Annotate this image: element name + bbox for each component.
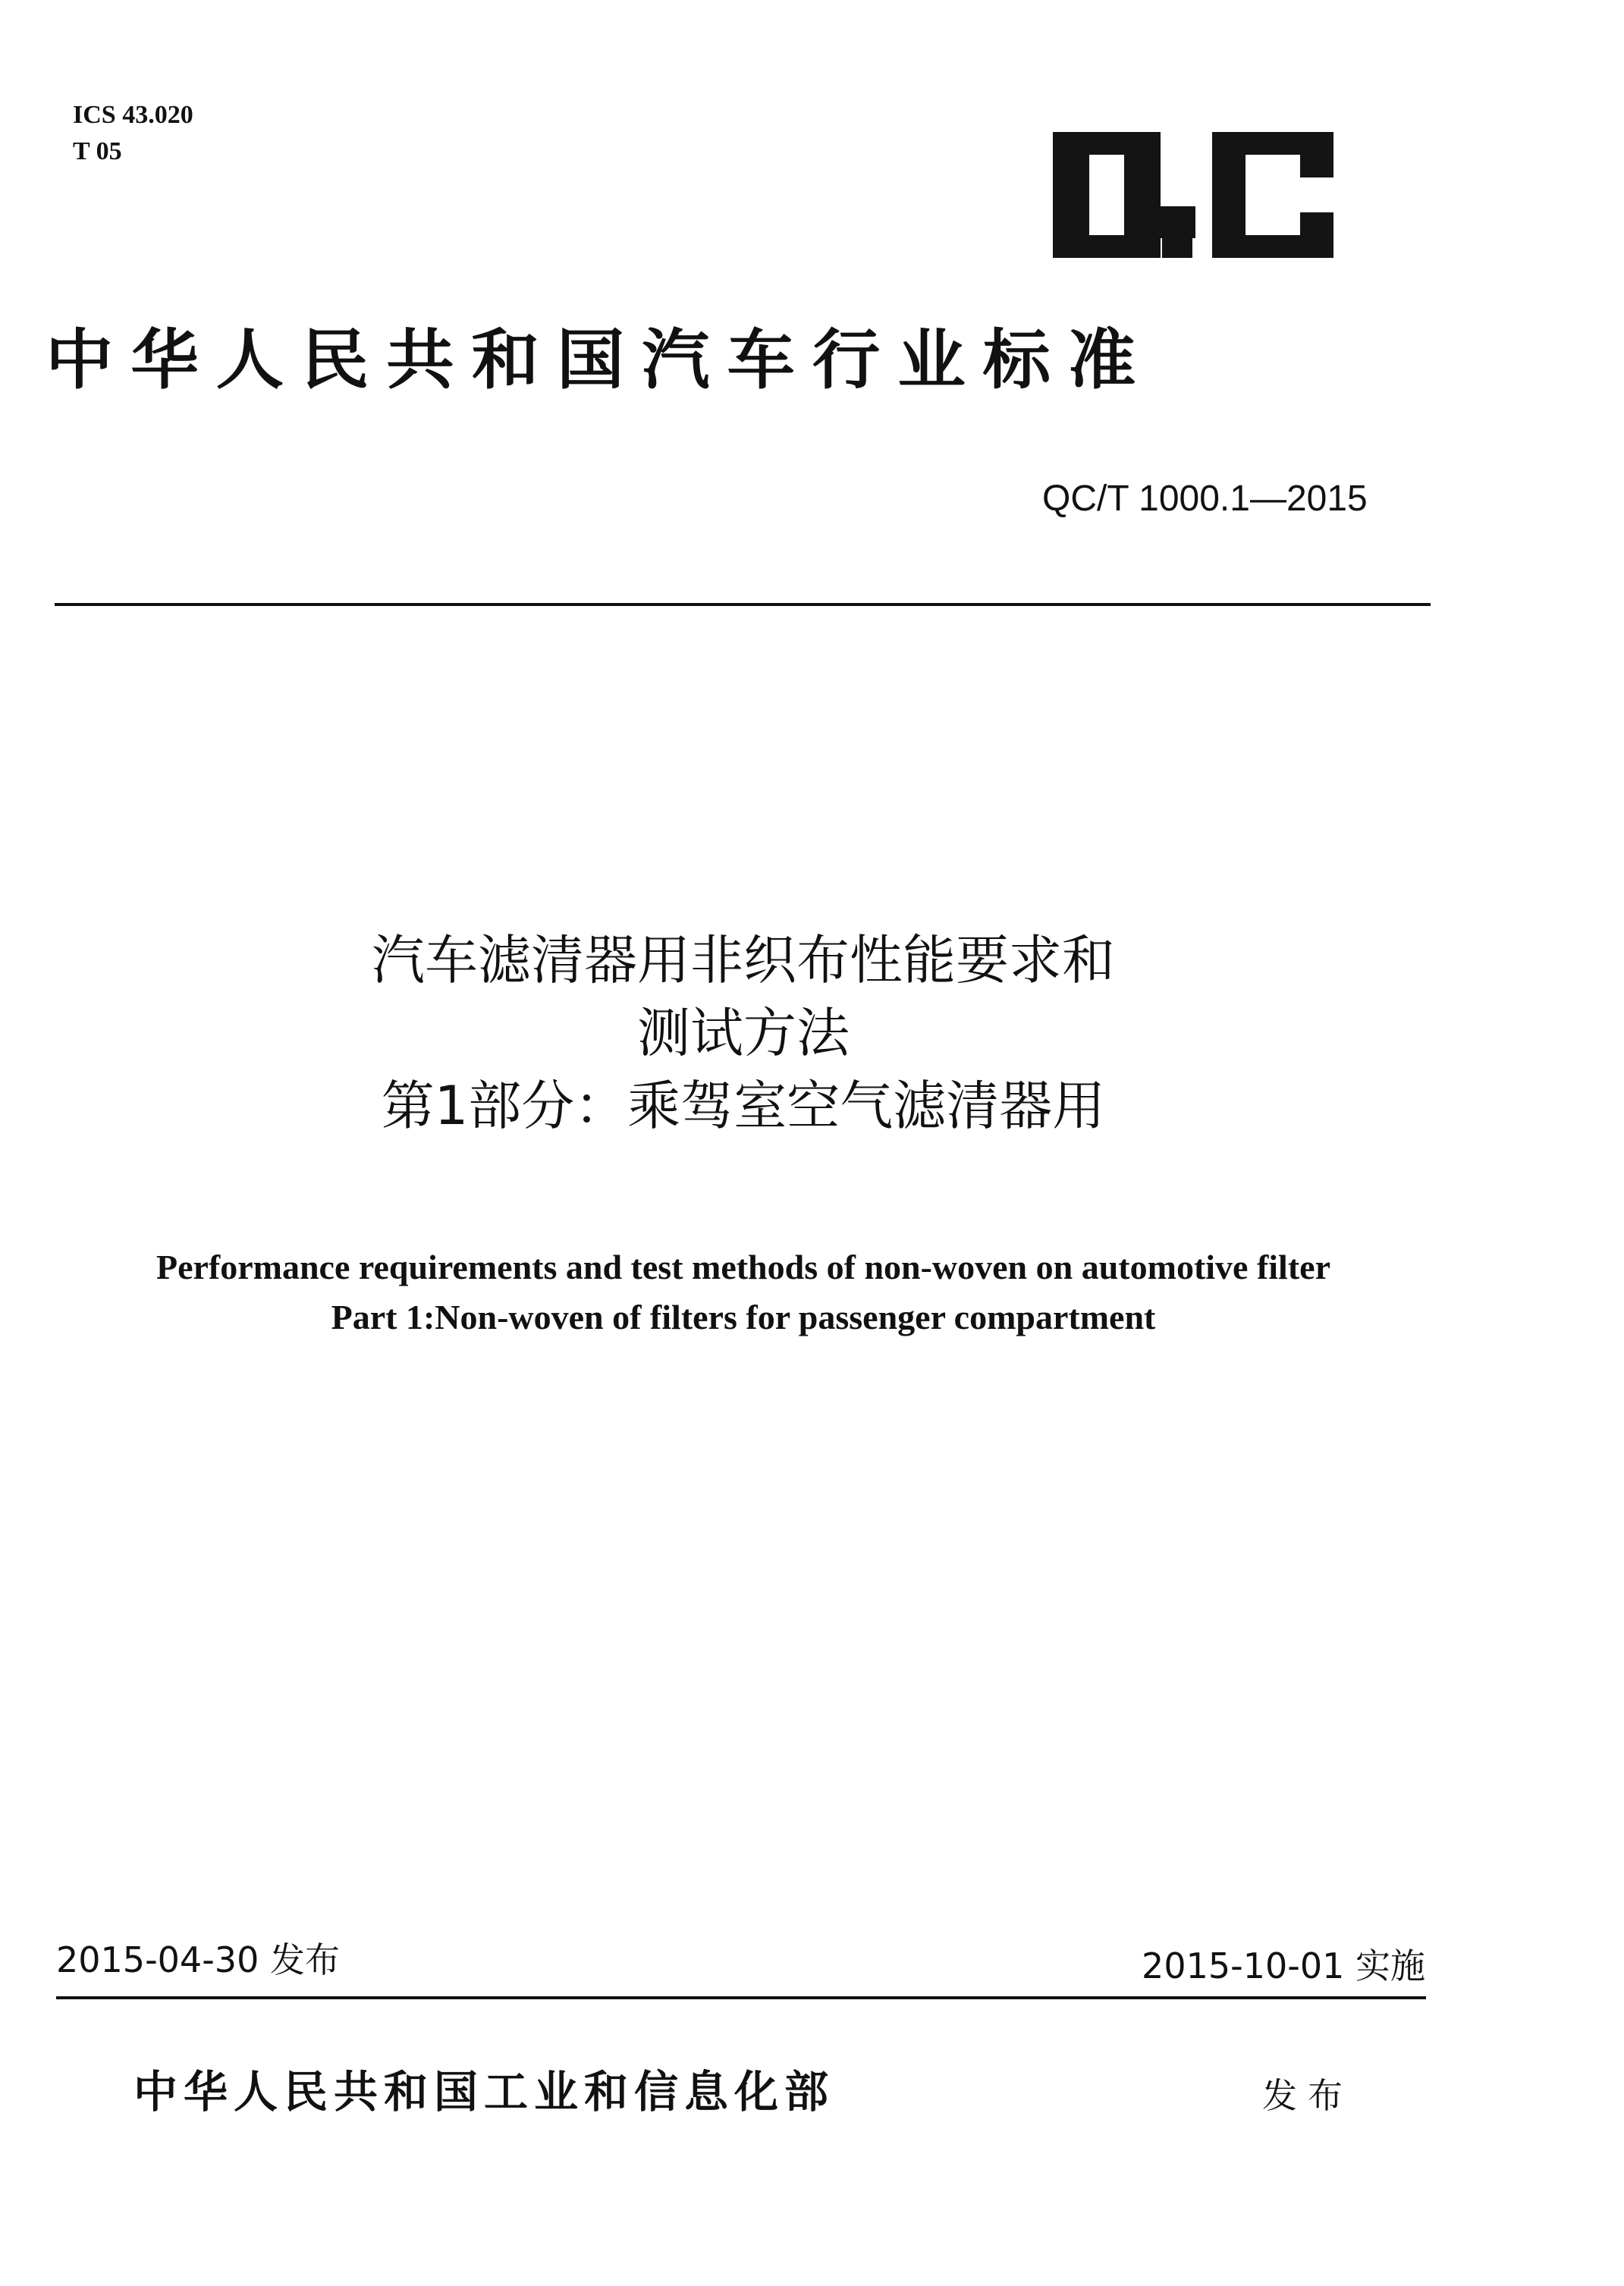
chinese-title-line-3: 第1部分：乘驾室空气滤清器用 <box>381 1075 1106 1137</box>
industry-standard-heading: 中华人民共和国汽车行业标准 <box>46 322 1154 398</box>
classification-codes <box>73 97 193 170</box>
publisher-suffix: 发布 <box>1262 2075 1353 2116</box>
standard-number: QC/T 1000.1—2015 <box>1042 479 1368 519</box>
ics-code: ICS 43.020 <box>73 101 193 129</box>
english-title-line-2: Part 1:Non-woven of filters for passenger compartment <box>331 1298 1156 1336</box>
header-divider <box>55 603 1431 606</box>
qc-logo <box>1053 127 1333 262</box>
chinese-title-line-1: 汽车滤清器用非织布性能要求和 <box>372 929 1115 991</box>
implementation-date: 2015-10-01 实施 <box>1142 1945 1425 1986</box>
issue-date: 2015-04-30 发布 <box>56 1939 340 1980</box>
ccs-code: T 05 <box>73 137 122 165</box>
chinese-title-line-2: 测试方法 <box>637 1002 850 1064</box>
chinese-title <box>0 924 1487 1142</box>
footer-divider <box>56 1996 1426 1999</box>
publisher: 中华人民共和国工业和信息化部 <box>134 2066 835 2118</box>
english-title-line-1: Performance requirements and test methods of non-woven on automotive filter <box>155 1248 1330 1286</box>
english-title <box>0 1242 1487 1342</box>
